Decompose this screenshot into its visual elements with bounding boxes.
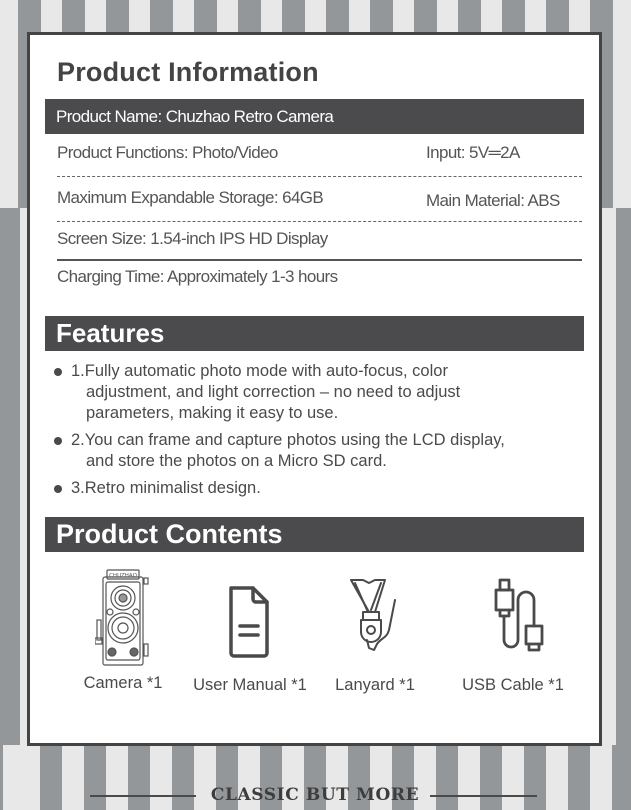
input-spec: Input: 5V═2A: [426, 143, 520, 162]
dotted-divider: [57, 176, 582, 177]
product-contents-header: Product Contents: [45, 517, 584, 552]
feature-line: adjustment, and light correction – no need to adjust: [86, 383, 461, 401]
solid-divider: [57, 259, 582, 261]
content-label: Camera *1: [83, 674, 163, 692]
footer-tagline: [0, 783, 631, 809]
info-row-functions: [57, 143, 582, 163]
content-label: User Manual *1: [193, 676, 307, 694]
feature-line: 1.Fully automatic photo mode with auto-focus, color: [71, 362, 448, 380]
usb-cable-icon: [448, 568, 578, 668]
feature-line: 2.You can frame and capture photos using the LCD display,: [71, 431, 505, 449]
features-list: [51, 361, 571, 505]
lanyard-icon: [325, 568, 425, 668]
info-row-storage: [57, 188, 582, 208]
svg-text:CHUZHAO: CHUZHAO: [109, 573, 137, 579]
feature-line: parameters, making it easy to use.: [86, 404, 339, 422]
bullet-icon: [54, 368, 62, 376]
feature-line: 3.Retro minimalist design.: [71, 479, 261, 497]
features-header: Features: [45, 316, 584, 351]
bullet-icon: [54, 437, 62, 445]
main-material: Main Material: ABS: [426, 191, 560, 210]
info-row-charging: [57, 267, 582, 287]
footer-line-right: [430, 795, 537, 797]
dotted-divider: [57, 221, 582, 222]
content-item-lanyard: [325, 568, 425, 695]
info-row-screen: [57, 229, 582, 249]
camera-icon: [95, 568, 151, 668]
screen-size: Screen Size: 1.54-inch IPS HD Display: [57, 229, 328, 248]
bullet-icon: [54, 485, 62, 493]
max-storage: Maximum Expandable Storage: 64GB: [57, 188, 324, 207]
charging-time: Charging Time: Approximately 1-3 hours: [57, 267, 338, 286]
product-contents-grid: [30, 568, 605, 708]
product-name-bar: Product Name: Chuzhao Retro Camera: [45, 99, 584, 134]
product-functions: Product Functions: Photo/Video: [57, 143, 278, 162]
info-card: [27, 32, 602, 746]
tagline-text: CLASSIC BUT MORE: [210, 785, 420, 805]
content-label: USB Cable *1: [462, 676, 564, 694]
product-information-title: Product Information: [57, 57, 319, 87]
content-item-usb-cable: [448, 568, 578, 695]
content-item-camera: [80, 568, 166, 693]
footer-line-left: [90, 795, 196, 797]
feature-item: [51, 430, 571, 472]
document-icon: [185, 568, 315, 668]
feature-line: and store the photos on a Micro SD card.: [86, 452, 387, 470]
feature-item: [51, 478, 571, 499]
feature-item: [51, 361, 571, 424]
content-item-user-manual: [185, 568, 315, 695]
content-label: Lanyard *1: [335, 676, 415, 694]
